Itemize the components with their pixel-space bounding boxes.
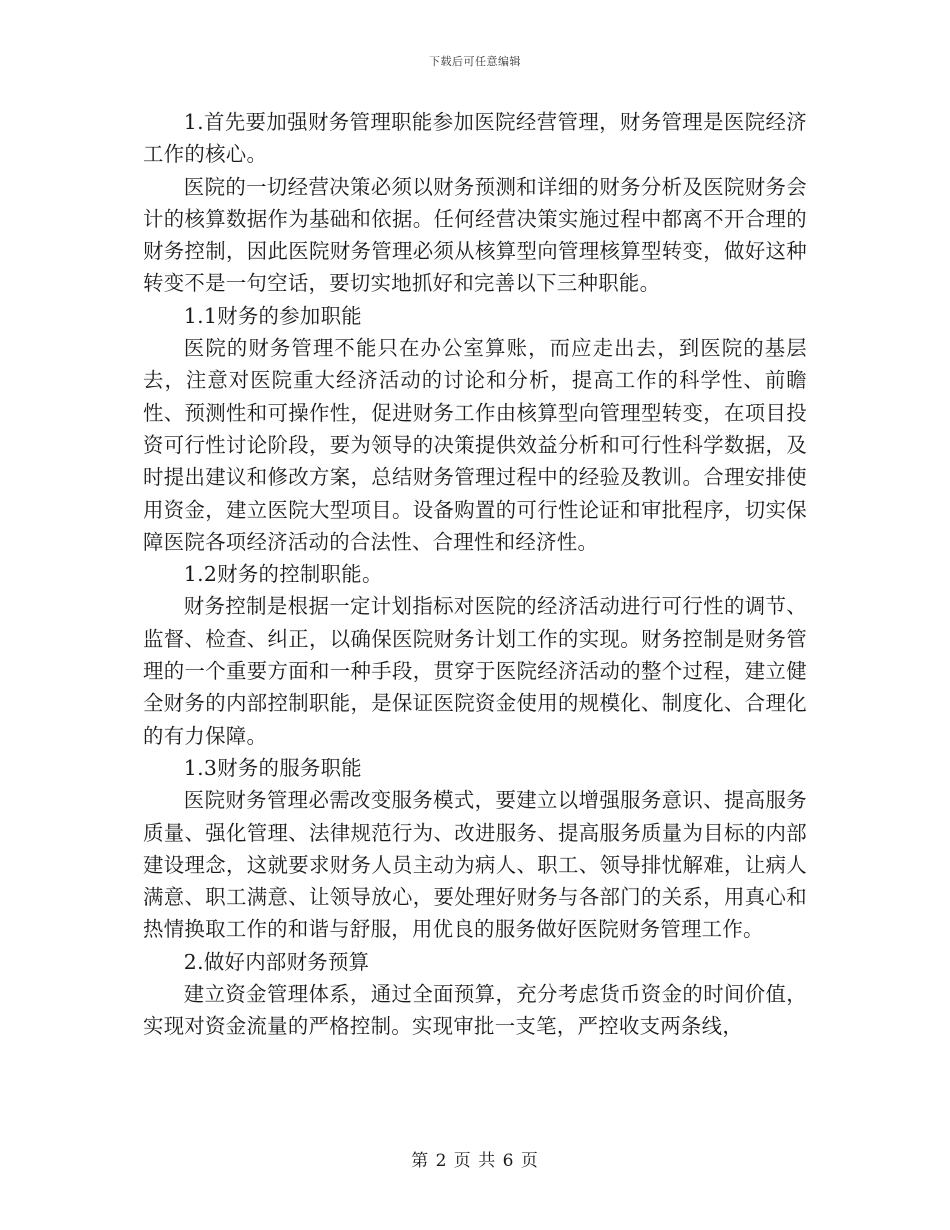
page-number-footer: 第 2 页 共 6 页 — [411, 1151, 539, 1171]
document-body — [143, 106, 807, 1043]
section-heading-1-1: 1.1财务的参加职能 — [183, 303, 362, 328]
section-heading-2: 2.做好内部财务预算 — [183, 949, 370, 974]
paragraph-1: 1.首先要加强财务管理职能参加医院经营管理，财务管理是医院经济工作的核心。 — [143, 110, 807, 167]
paragraph-3: 医院的财务管理不能只在办公室算账，而应走出去，到医院的基层去，注意对医院重大经济活动的讨论和分析，提高工作的科学性、前瞻性、预测性和可操作性，促进财务工作由核算型向管理型转变，在项目投资可行性讨论阶段，要为领导的决策提供效益分析和可行性科学数据，及时提出建议和修改方案，总结财务管理过程中的经验及教训。合理安排使用资金，建立医院大型项目。设备购置的可行性论证和审批程序，切实保障医院各项经济活动的合法性、合理性和经济性。 — [143, 336, 807, 554]
page-header-note: 下载后可任意编辑 — [429, 55, 521, 68]
paragraph-4: 财务控制是根据一定计划指标对医院的经济活动进行可行性的调节、监督、检查、纠正，以确保医院财务计划工作的实现。财务控制是财务管理的一个重要方面和一种手段，贯穿于医院经济活动的整个过程，建立健全财务的内部控制职能，是保证医院资金使用的规模化、制度化、合理化的有力保障。 — [143, 594, 807, 748]
paragraph-6: 建立资金管理体系，通过全面预算，充分考虑货币资金的时间价值，实现对资金流量的严格控制。实现审批一支笔，严控收支两条线， — [143, 982, 807, 1039]
paragraph-2: 医院的一切经营决策必须以财务预测和详细的财务分析及医院财务会计的核算数据作为基础和依据。任何经营决策实施过程中都离不开合理的财务控制，因此医院财务管理必须从核算型向管理核算型转变，做好这种转变不是一句空话，要切实地抓好和完善以下三种职能。 — [143, 174, 807, 296]
paragraph-5: 医院财务管理必需改变服务模式，要建立以增强服务意识、提高服务质量、强化管理、法律规范行为、改进服务、提高服务质量为目标的内部建设理念，这就要求财务人员主动为病人、职工、领导排忧解难，让病人满意、职工满意、让领导放心，要处理好财务与各部门的关系，用真心和热情换取工作的和谐与舒服，用优良的服务做好医院财务管理工作。 — [143, 788, 807, 942]
section-heading-1-2: 1.2财务的控制职能。 — [183, 562, 383, 587]
section-heading-1-3: 1.3财务的服务职能 — [183, 755, 362, 780]
